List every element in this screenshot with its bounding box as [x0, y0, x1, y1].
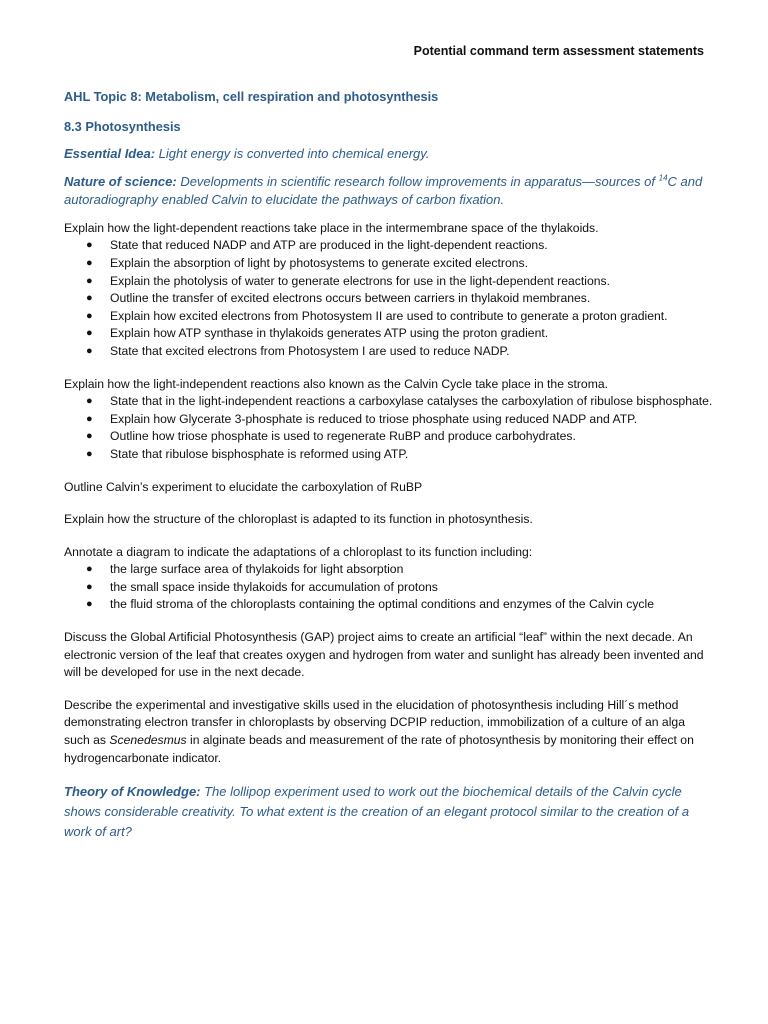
- section1-lead: Explain how the light-dependent reactions take place in the intermembrane space of the thylakoids.: [64, 220, 599, 235]
- section3-list: [64, 561, 714, 614]
- list-item: [64, 325, 714, 343]
- list-item-text: Explain how ATP synthase in thylakoids generates ATP using the proton gradient.: [110, 326, 549, 341]
- list-item-text: Outline the transfer of excited electrons occurs between carriers in thylakoid membranes.: [110, 291, 591, 306]
- list-item-text: State that ribulose bisphosphate is reformed using ATP.: [110, 446, 409, 461]
- bullet-icon: ●: [86, 344, 93, 357]
- list-item: [64, 446, 714, 464]
- list-item-text: State that in the light-independent reactions a carboxylase catalyses the carboxylation of ribulose bisphosphate.: [110, 394, 713, 409]
- tok-label: Theory of Knowledge:: [64, 784, 201, 800]
- bullet-icon: ●: [86, 412, 93, 425]
- bullet-icon: ●: [86, 239, 93, 252]
- bullet-icon: ●: [86, 598, 93, 611]
- nature-of-science-label: Nature of science:: [64, 173, 177, 189]
- essential-idea: [64, 145, 714, 163]
- skills-text-1: Describe the experimental and investigative skills used in the elucidation of photosynthesis including Hill´s method demonstrating electron transfer in chloroplasts by observing DCPIP reduction, immobilization of a culture of an alga such as: [64, 697, 685, 748]
- skills-statement: [64, 697, 714, 767]
- skills-text-2: in alginate beads and measurement of the rate of photosynthesis by monitoring their effect on hydrogencarbonate indicator.: [64, 733, 694, 765]
- list-item: [64, 393, 714, 411]
- list-item: [64, 428, 714, 446]
- bullet-icon: ●: [86, 309, 93, 322]
- list-item: [64, 343, 714, 361]
- list-item-text: Outline how triose phosphate is used to regenerate RuBP and produce carbohydrates.: [110, 429, 576, 444]
- bullet-icon: ●: [86, 447, 93, 460]
- calvin-experiment-statement: Outline Calvin’s experiment to elucidate the carboxylation of RuBP: [64, 479, 423, 494]
- theory-of-knowledge: [64, 782, 714, 842]
- list-item: [64, 411, 714, 429]
- essential-idea-text: Light energy is converted into chemical energy.: [155, 146, 430, 162]
- list-item: [64, 290, 714, 308]
- bullet-icon: ●: [86, 563, 93, 576]
- list-item: [64, 561, 714, 579]
- tok-text: The lollipop experiment used to work out the biochemical details of the Calvin cycle shows considerable creativity. To what extent is the creation of an elegant protocol similar to the creation of a work of art?: [64, 784, 690, 840]
- section1-list: [64, 237, 714, 360]
- list-item: [64, 596, 714, 614]
- list-item: [64, 255, 714, 273]
- list-item: [64, 579, 714, 597]
- list-item-text: the fluid stroma of the chloroplasts containing the optimal conditions and enzymes of the Calvin cycle: [110, 597, 654, 612]
- list-item-text: Explain the absorption of light by photosystems to generate excited electrons.: [110, 255, 529, 270]
- list-item: [64, 308, 714, 326]
- bullet-icon: ●: [86, 256, 93, 269]
- list-item-text: the small space inside thylakoids for accumulation of protons: [110, 579, 438, 594]
- document-body: [64, 88, 714, 842]
- topic-heading: AHL Topic 8: Metabolism, cell respiration and photosynthesis: [64, 89, 439, 104]
- nature-of-science: [64, 173, 714, 209]
- gap-project-statement: Discuss the Global Artificial Photosynthesis (GAP) project aims to create an artificial “leaf” within the next decade. An electronic version of the leaf that creates oxygen and hydrogen from water and sunlight has already been invented and will be developed for use in the next decade.: [64, 630, 704, 680]
- essential-idea-label: Essential Idea:: [64, 146, 156, 162]
- subtopic-heading: 8.3 Photosynthesis: [64, 118, 181, 134]
- alga-species-name: Scenedesmus: [109, 733, 187, 748]
- section2-lead: Explain how the light-independent reactions also known as the Calvin Cycle take place in the stroma.: [64, 376, 609, 391]
- list-item: [64, 237, 714, 255]
- list-item-text: Explain the photolysis of water to generate electrons for use in the light-dependent reactions.: [110, 273, 610, 288]
- list-item-text: the large surface area of thylakoids for light absorption: [110, 562, 404, 577]
- nature-of-science-text-1: Developments in scientific research follow improvements in apparatus—sources of: [176, 173, 659, 189]
- bullet-icon: ●: [86, 327, 93, 340]
- list-item-text: State that reduced NADP and ATP are produced in the light-dependent reactions.: [110, 238, 548, 253]
- bullet-icon: ●: [86, 274, 93, 287]
- list-item-text: Explain how Glycerate 3-phosphate is reduced to triose phosphate using reduced NADP and ATP.: [110, 411, 638, 426]
- bullet-icon: ●: [86, 395, 93, 408]
- list-item: [64, 273, 714, 291]
- list-item-text: Explain how excited electrons from Photosystem II are used to contribute to generate a proton gradient.: [110, 308, 668, 323]
- page-header: Potential command term assessment statements: [413, 44, 704, 58]
- nature-of-science-text-2: C and autoradiography enabled Calvin to elucidate the pathways of carbon fixation.: [64, 173, 703, 207]
- list-item-text: State that excited electrons from Photosystem I are used to reduce NADP.: [110, 343, 510, 358]
- chloroplast-structure-statement: Explain how the structure of the chloroplast is adapted to its function in photosynthesis.: [64, 512, 533, 527]
- section2-list: [64, 393, 714, 463]
- bullet-icon: ●: [86, 430, 93, 443]
- carbon-isotope-superscript: 14: [658, 173, 668, 183]
- bullet-icon: ●: [86, 580, 93, 593]
- bullet-icon: ●: [86, 292, 93, 305]
- section3-lead: Annotate a diagram to indicate the adaptations of a chloroplast to its function including:: [64, 544, 533, 559]
